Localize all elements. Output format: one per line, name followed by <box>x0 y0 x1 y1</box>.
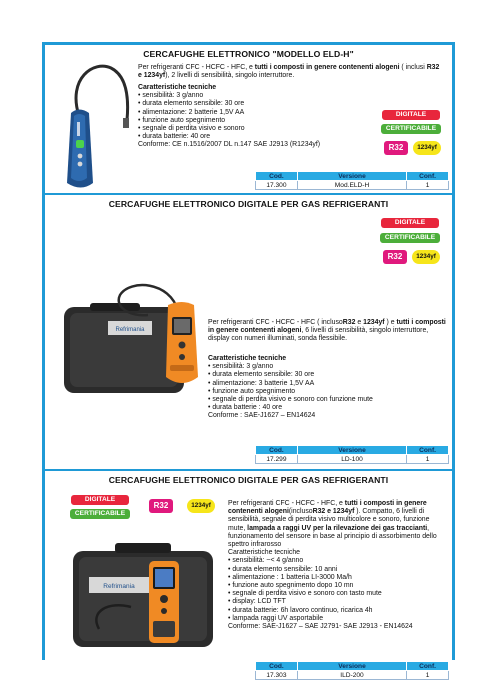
spec-item: • lampada raggi UV asportabile <box>228 615 448 623</box>
col-cod: Cod. <box>256 662 298 671</box>
cell-versione: ILD-200 <box>297 671 406 680</box>
product-title: CERCAFUGHE ELETTRONICO "MODELLO ELD-H" <box>143 49 354 59</box>
col-versione: Versione <box>297 172 406 181</box>
specs-list <box>208 363 448 412</box>
cell-conf: 1 <box>407 671 449 680</box>
product-description <box>138 64 444 80</box>
r32-badge: R32 <box>384 141 408 155</box>
page-number: 24 <box>244 650 253 659</box>
desc-bold: R32 e 1234yf <box>138 64 440 80</box>
col-versione: Versione <box>297 662 406 671</box>
table-row <box>256 671 449 680</box>
certificabile-badge: CERTIFICABILE <box>380 233 440 243</box>
r1234yf-badge: 1234yf <box>412 250 440 264</box>
spec-item: • durata elemento sensibile: 10 anni <box>228 566 448 574</box>
desc-text: ( inclusi <box>399 64 427 71</box>
r32-badge: R32 <box>383 250 407 264</box>
svg-text:Refrimania: Refrimania <box>115 327 145 333</box>
product-specs-block <box>208 355 448 421</box>
cell-cod: 17.299 <box>256 455 298 464</box>
desc-bold: tutti i composti in genere contenenti alogeni <box>254 64 400 71</box>
product-specs-block <box>138 84 368 150</box>
table-row <box>256 455 449 464</box>
r32-badge: R32 <box>149 499 173 513</box>
col-cod: Cod. <box>256 446 298 455</box>
desc-text: Per refrigeranti CFC - HCFC - HFC, e <box>228 500 345 507</box>
r1234yf-badge: 1234yf <box>413 141 441 155</box>
spec-item: • durata batterie : 40 ore <box>208 404 448 412</box>
product-code-table <box>255 445 449 464</box>
col-versione: Versione <box>297 446 406 455</box>
spec-item: • sensibilità: ~< 4 g/anno <box>228 557 448 565</box>
conformity-text: Conforme : SAE-J1627 – EN14624 <box>208 412 316 420</box>
spec-item: • durata elemento sensibile: 30 ore <box>208 371 448 379</box>
cell-cod: 17.300 <box>256 181 298 190</box>
specs-heading: Caratteristiche tecniche <box>208 355 287 362</box>
spec-item: • funzione auto spegnimento <box>138 117 368 125</box>
r1234yf-badge: 1234yf <box>187 499 215 513</box>
desc-text: , funzionamento del sensore in base al principio di assorbimento dello spettro infrarosso <box>228 524 437 549</box>
spec-item: • durata elemento sensibile: 30 ore <box>138 100 368 108</box>
desc-bold: R32 e 1234yf <box>312 508 355 516</box>
table-header-row <box>256 172 449 181</box>
product-code-table <box>255 171 449 190</box>
desc-text: ). Compatto, 6 livelli di sensibilità, segnale di perdita visivo multicolore e sonoro, funzione mute, <box>228 508 430 532</box>
certificabile-badge: CERTIFICABILE <box>70 509 130 519</box>
spec-item: • segnale di perdita visivo e sonoro con tasto mute <box>228 590 448 598</box>
ild-200-device-image <box>69 531 219 651</box>
cell-conf: 1 <box>407 455 449 464</box>
table-row <box>256 181 449 190</box>
product-title: CERCAFUGHE ELETTRONICO DIGITALE PER GAS REFRIGERANTI <box>108 475 389 485</box>
col-conf: Conf. <box>407 446 449 455</box>
col-conf: Conf. <box>407 172 449 181</box>
spec-item: • segnale di perdita visivo e sonoro con funzione mute <box>208 396 448 404</box>
spec-item: • funzione auto spegnimento dopo 10 mn <box>228 582 448 590</box>
spec-item: • display: LCD TFT <box>228 598 448 606</box>
conformity-text: Conforme: SAE-J1627 – SAE J2791- SAE J2913 - EN14624 <box>228 623 413 631</box>
cell-versione: Mod.ELD-H <box>297 181 406 190</box>
svg-text:Refrimania: Refrimania <box>103 583 135 590</box>
spec-item: • alimentazione: 2 batterie 1,5V AA <box>138 109 368 117</box>
cell-conf: 1 <box>407 181 449 190</box>
desc-text: , 6 livelli di sensibilità, singolo interruttore, display con numeri illuminati, sonda flessibile. <box>208 327 429 343</box>
spec-item: • durata batterie: 6h lavoro continuo, ricarica 4h <box>228 607 448 615</box>
specs-heading: Caratteristiche tecniche <box>138 84 217 91</box>
desc-bold: 1234yf <box>363 319 385 326</box>
digitale-badge: DIGITALE <box>382 110 440 120</box>
product-description <box>228 500 448 631</box>
certificabile-badge: CERTIFICABILE <box>381 124 441 134</box>
desc-bold: tutti i composti in genere contenenti alogeni <box>208 319 446 335</box>
spec-item: • sensibilità: 3 g/anno <box>208 363 448 371</box>
conformity-text: Conforme: CE n.1516/2007 DL n.147 SAE J2913 (R1234yf) <box>138 141 321 149</box>
product-code-table <box>255 661 449 680</box>
spec-item: • segnale di perdita visivo e sonoro <box>138 125 368 133</box>
desc-text: Per refrigeranti CFC - HCFC - HFC ( incluso <box>208 319 343 326</box>
spec-item: • alimentazione: 3 batterie 1,5V AA <box>208 380 448 388</box>
spec-item: • funzione auto spegnimento <box>208 388 448 396</box>
page-frame <box>42 42 455 679</box>
desc-bold: R32 <box>342 319 356 326</box>
spec-item: • durata batterie: 40 ore <box>138 133 368 141</box>
desc-text: (incluso <box>288 508 313 516</box>
desc-bold: tutti i composti in genere contenenti alogeni <box>228 500 427 516</box>
ld-100-device-image <box>60 277 208 397</box>
specs-list <box>138 92 368 141</box>
desc-text: ) e <box>384 319 397 326</box>
cell-cod: 17.303 <box>256 671 298 680</box>
eld-h-device-image <box>49 58 134 193</box>
col-conf: Conf. <box>407 662 449 671</box>
col-cod: Cod. <box>256 172 298 181</box>
product-ld-100 <box>45 195 452 469</box>
desc-text: Per refrigeranti CFC - HCFC - HFC, e <box>138 64 255 71</box>
product-eld-h <box>45 45 452 193</box>
digitale-badge: DIGITALE <box>381 218 439 228</box>
spec-item: • alimentazione : 1 batteria LI-3000 Ma/h <box>228 574 448 582</box>
desc-bold: lampada a raggi UV per la rilevazione dei gas traccianti <box>247 524 428 532</box>
specs-heading: Caratteristiche tecniche <box>228 549 301 557</box>
cell-versione: LD-100 <box>297 455 406 464</box>
specs-list <box>228 557 448 623</box>
table-header-row <box>256 446 449 455</box>
spec-item: • sensibilità: 3 g/anno <box>138 92 368 100</box>
table-header-row <box>256 662 449 671</box>
desc-text: ), 2 livelli di sensibilità, singolo interruttore. <box>165 72 295 80</box>
product-description <box>208 319 448 344</box>
desc-text: e <box>355 319 364 326</box>
product-title: CERCAFUGHE ELETTRONICO DIGITALE PER GAS REFRIGERANTI <box>108 199 389 209</box>
digitale-badge: DIGITALE <box>71 495 129 505</box>
